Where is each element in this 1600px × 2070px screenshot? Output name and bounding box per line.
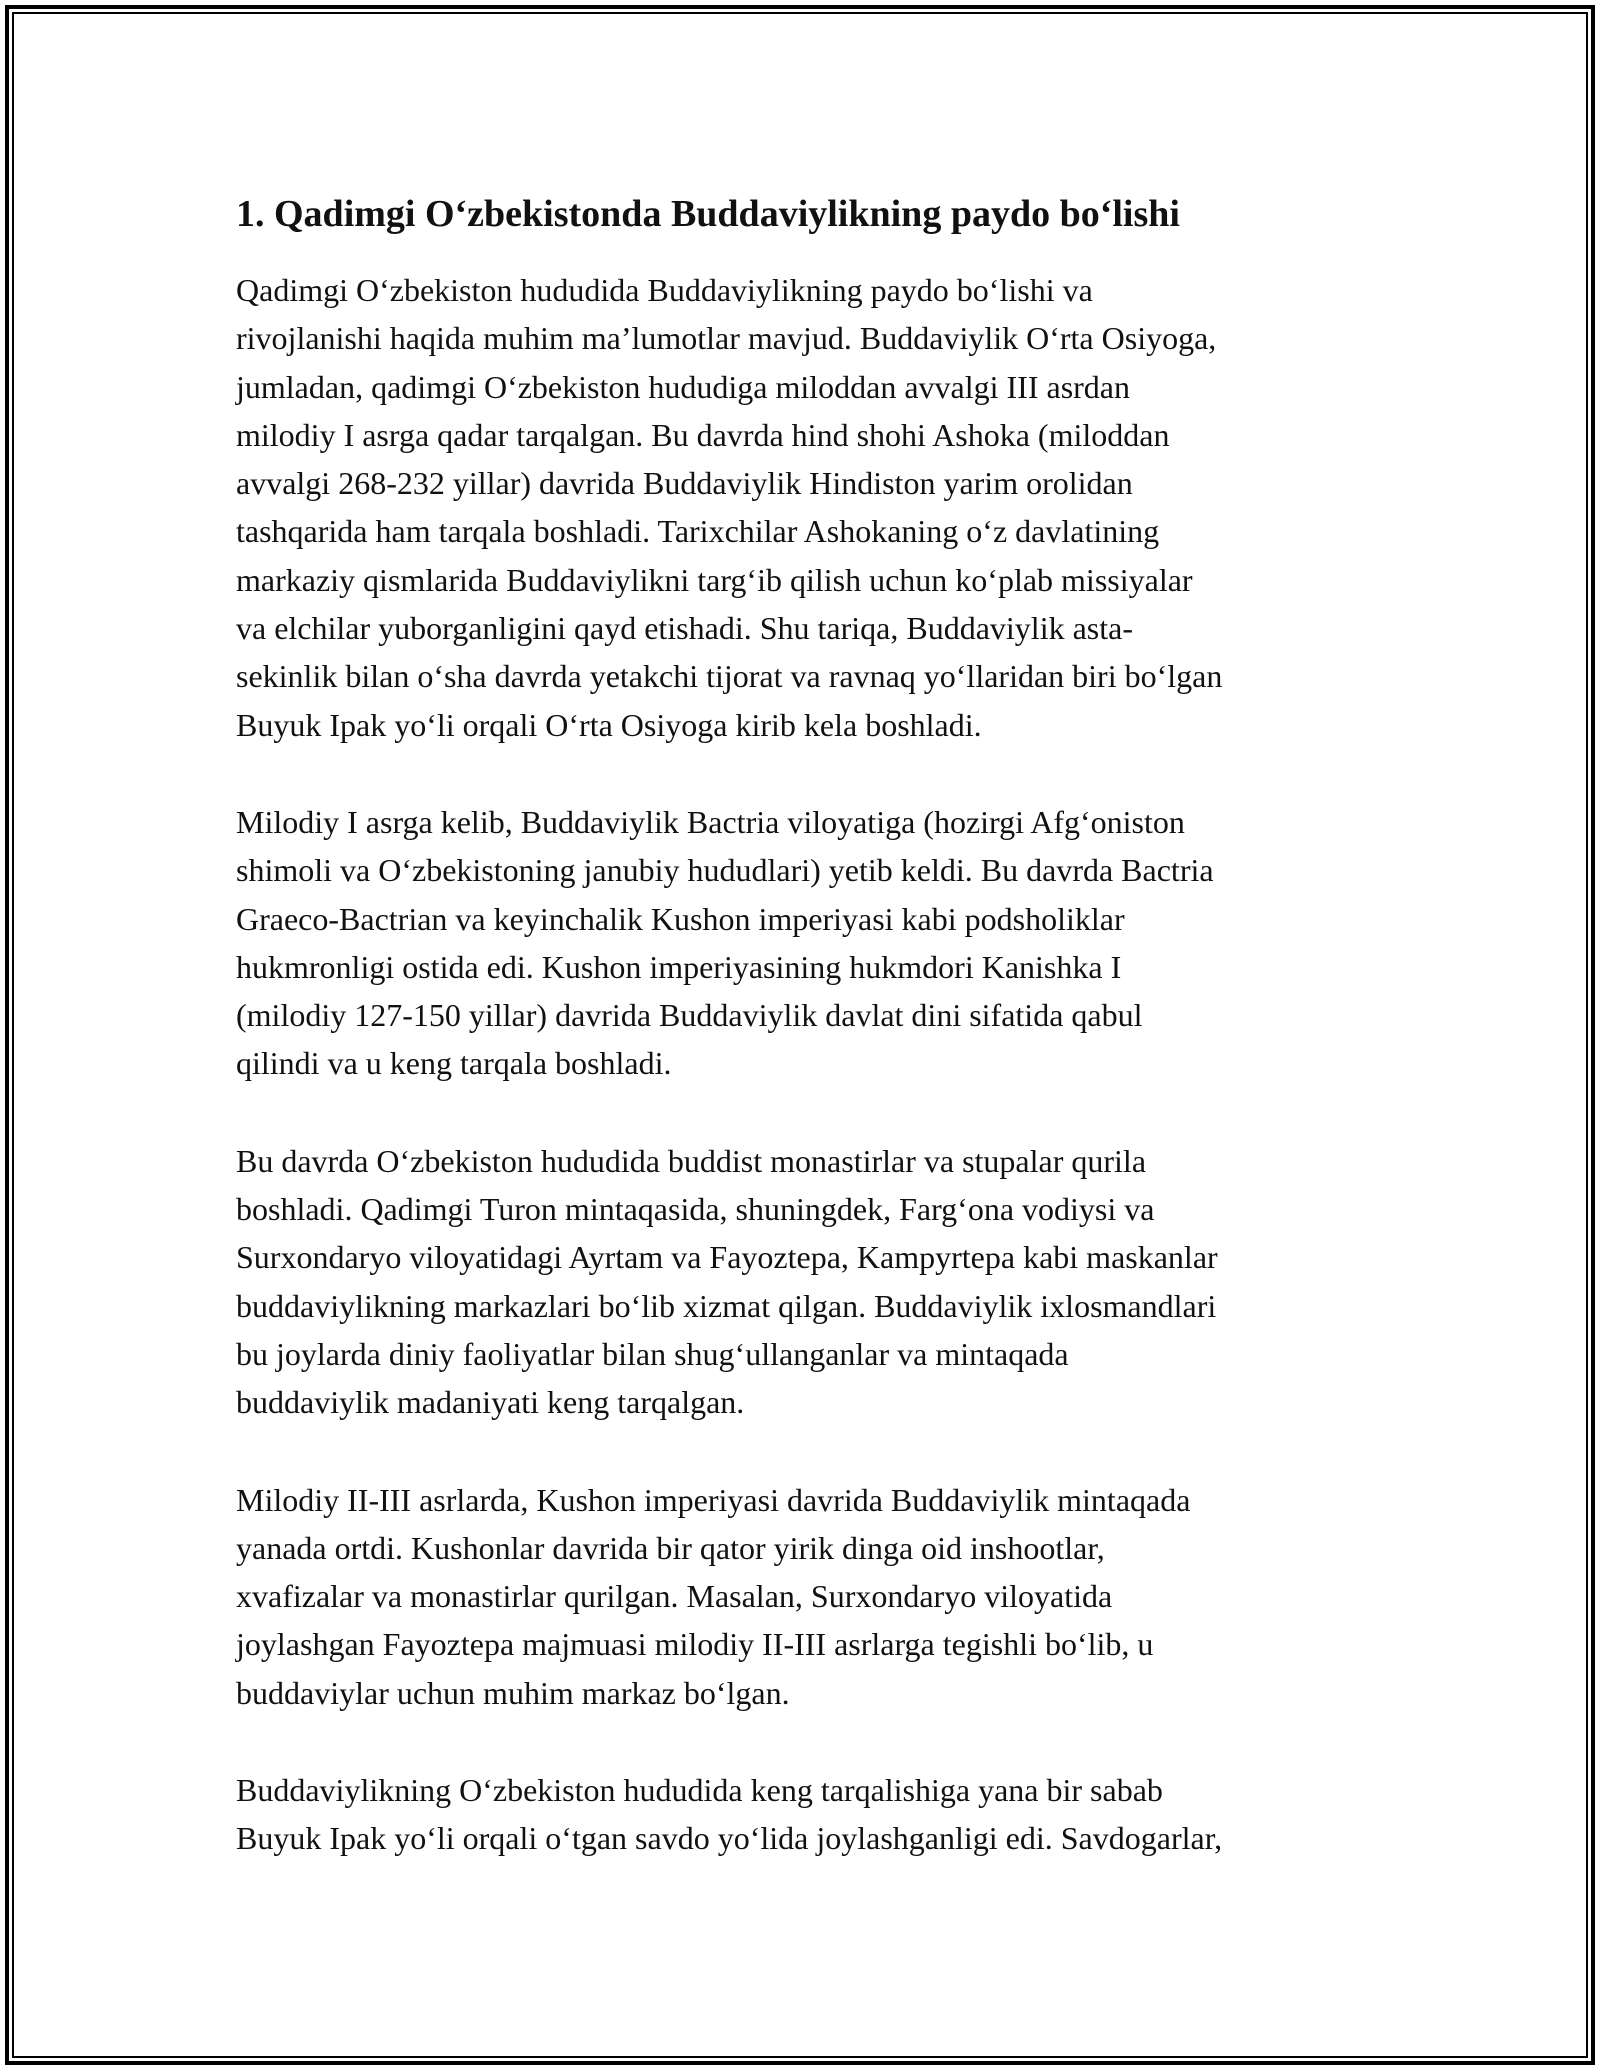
document-body xyxy=(236,188,1376,1912)
section-heading: 1. Qadimgi O‘zbekistonda Buddaviylikning paydo bo‘lishi xyxy=(236,193,1180,235)
paragraph-4: Milodiy II-III asrlarda, Kushon imperiyasi davrida Buddaviylik mintaqada yanada ortdi. Kushonlar davrida bir qator yirik dinga oid inshootlar, xvafizalar va monastirlar qurilgan. Masalan, Surxondaryo viloyatida joylashgan Fayoztepa majmuasi milodiy II-III asrlarga tegishli bo‘lib, u buddaviylar uchun muhim markaz bo‘lgan. xyxy=(236,1481,1191,1711)
paragraph-2: Milodiy I asrga kelib, Buddaviylik Bactria viloyatiga (hozirgi Afg‘oniston shimoli va O‘zbekistoning janubiy hududlari) yetib keldi. Bu davrda Bactria Graeco-Bactrian va keyinchalik Kushon imperiyasi kabi podsholiklar hukmronligi ostida edi. Kushon imperiyasining hukmdori Kanishka I (milodiy 127-150 yillar) davrida Buddaviylik davlat dini sifatida qabul qilindi va u keng tarqala boshladi. xyxy=(236,803,1214,1082)
paragraph-5: Buddaviylikning O‘zbekiston hududida keng tarqalishiga yana bir sabab Buyuk Ipak yo‘li orqali o‘tgan savdo yo‘lida joylashganligi edi. Savdogarlar, xyxy=(236,1772,1223,1857)
paragraph-3: Bu davrda O‘zbekiston hududida buddist monastirlar va stupalar qurila boshladi. Qadimgi Turon mintaqasida, shuningdek, Farg‘ona vodiysi va Surxondaryo viloyatidagi Ayrtam va Fayoztepa, Kampyrtepa kabi maskanlar buddaviylikning markazlari bo‘lib xizmat qilgan. Buddaviylik ixlosmandlari bu joylarda diniy faoliyatlar bilan shug‘ullanganlar va mintaqada buddaviylik madaniyati keng tarqalgan. xyxy=(236,1142,1218,1421)
paragraph-1: Qadimgi O‘zbekiston hududida Buddaviylikning paydo bo‘lishi va rivojlanishi haqida muhim ma’lumotlar mavjud. Buddaviylik O‘rta Osiyoga, jumladan, qadimgi O‘zbekiston hududiga miloddan avvalgi III asrdan milodiy I asrga qadar tarqalgan. Bu davrda hind shohi Ashoka (miloddan avvalgi 268-232 yillar) davrida Buddaviylik Hindiston yarim orolidan tashqarida ham tarqala boshladi. Tarixchilar Ashokaning o‘z davlatining markaziy qismlarida Buddaviylikni targ‘ib qilish uchun ko‘plab missiyalar va elchilar yuborganligini qayd etishadi. Shu tariqa, Buddaviylik asta- sekinlik bilan o‘sha davrda yetakchi tijorat va ravnaq yo‘llaridan biri bo‘lgan Buyuk Ipak yo‘li orqali O‘rta Osiyoga kirib kela boshladi. xyxy=(236,272,1223,743)
